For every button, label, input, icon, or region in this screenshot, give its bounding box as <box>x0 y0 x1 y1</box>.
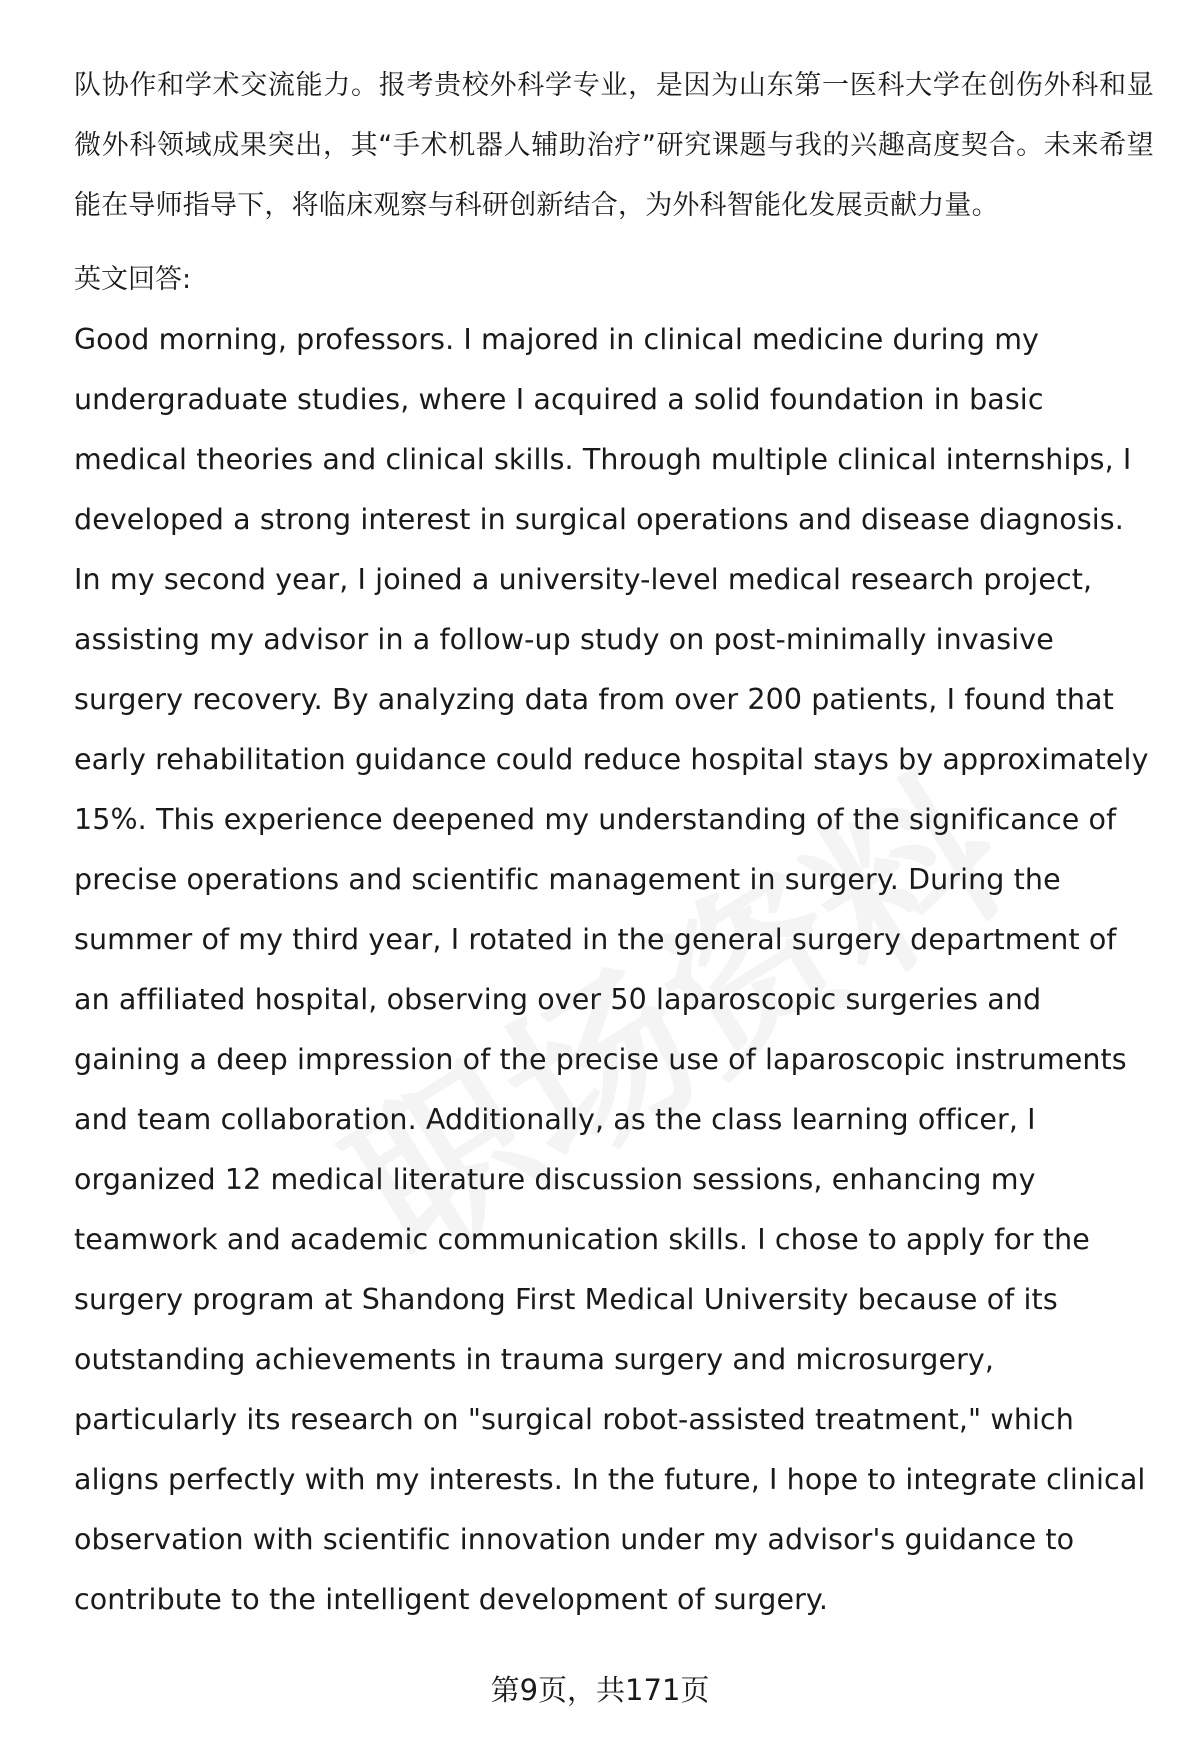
document-page <box>74 56 1154 1630</box>
page-number-footer: 第9页，共171页 <box>490 1673 710 1707</box>
english-answer-paragraph: Good morning, professors. I majored in clinical medicine during my undergraduate studies, where I acquired a solid foundation in basic medical theories and clinical skills. Through multiple clinical internships, I developed a strong interest in surgical operations and disease diagnosis. In my second year, I joined a university-level medical research project, assisting my advisor in a follow-up study on post-minimally invasive surgery recovery. By analyzing data from over 200 patients, I found that early rehabilitation guidance could reduce hospital stays by approximately 15%. This experience deepened my understanding of the significance of precise operations and scientific management in surgery. During the summer of my third year, I rotated in the general surgery department of an affiliated hospital, observing over 50 laparoscopic surgeries and gaining a deep impression of the precise use of laparoscopic instruments and team collaboration. Additionally, as the class learning officer, I organized 12 medical literature discussion sessions, enhancing my teamwork and academic communication skills. I chose to apply for the surgery program at Shandong First Medical University because of its outstanding achievements in trauma surgery and microsurgery, particularly its research on "surgical robot-assisted treatment," which aligns perfectly with my interests. In the future, I hope to integrate clinical observation with scientific innovation under my advisor's guidance to contribute to the intelligent development of surgery. <box>74 323 1149 1616</box>
english-answer-label: 英文回答: <box>74 264 192 295</box>
chinese-answer-paragraph: 队协作和学术交流能力。报考贵校外科学专业，是因为山东第一医科大学在创伤外科和显微外科领域成果突出，其“手术机器人辅助治疗”研究课题与我的兴趣高度契合。未来希望能在导师指导下，将临床观察与科研创新结合，为外科智能化发展贡献力量。 <box>74 70 1154 221</box>
